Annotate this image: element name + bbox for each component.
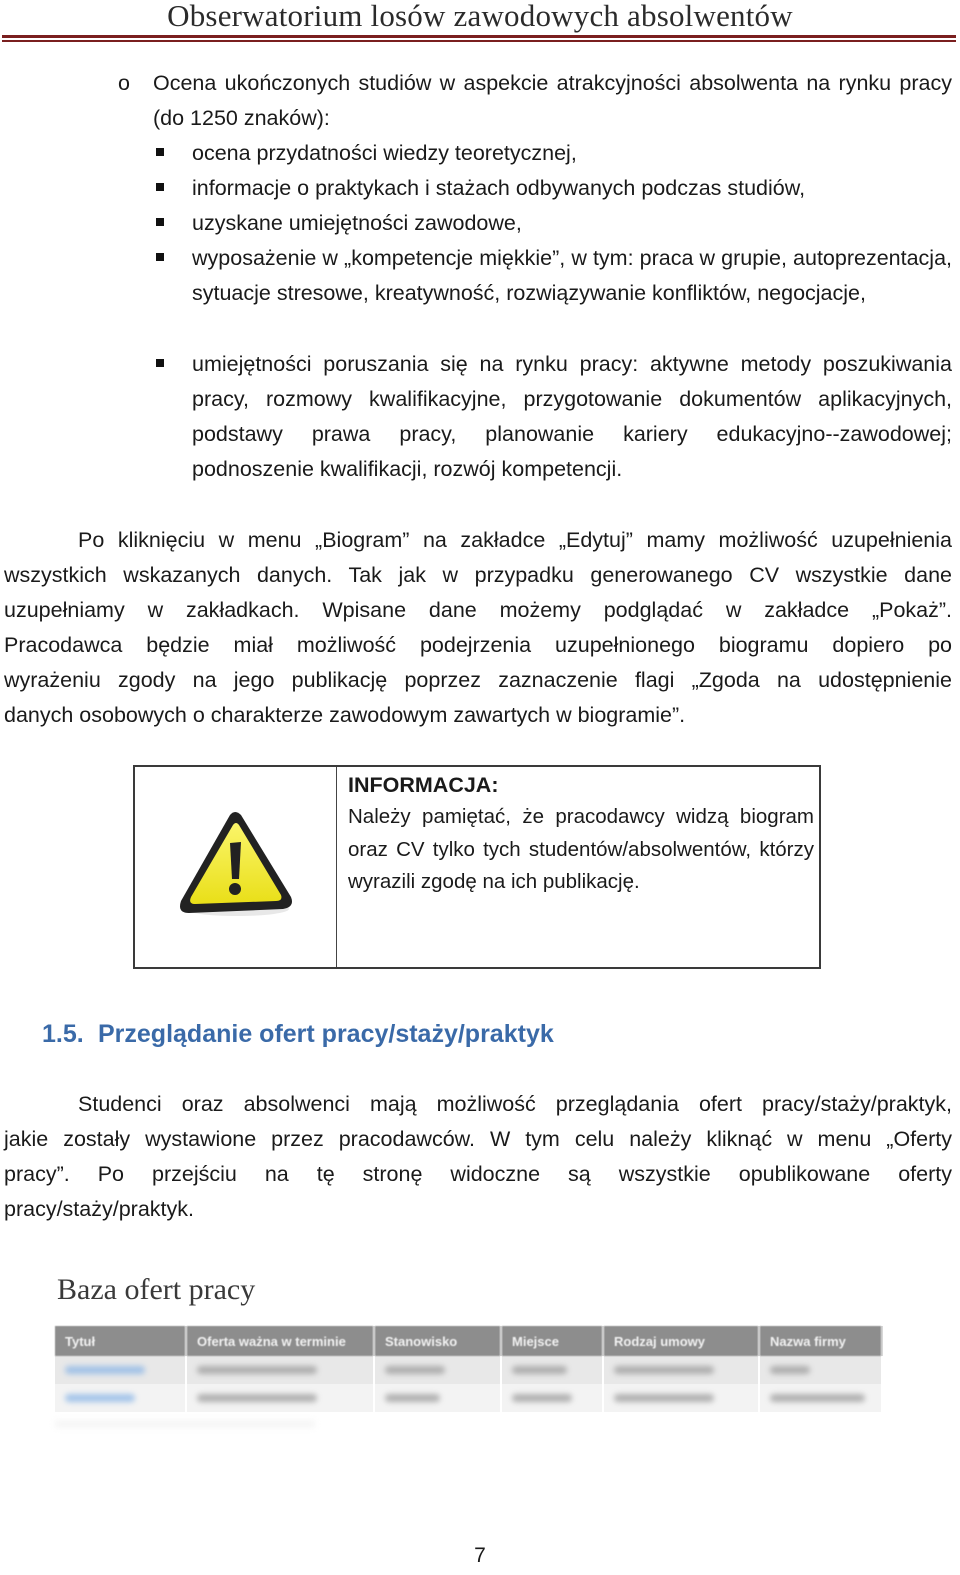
paragraph-line: pracy/staży/praktyk.	[4, 1197, 194, 1221]
blurred-cell	[770, 1366, 810, 1374]
blurred-cell	[614, 1366, 714, 1374]
blurred-cell	[385, 1366, 445, 1374]
screenshot-title: Baza ofert pracy	[57, 1273, 256, 1306]
table-row	[55, 1356, 882, 1384]
header-rule-thin	[2, 40, 956, 42]
blurred-cell	[385, 1394, 440, 1402]
paragraph-line: wyrażeniu zgody na jego publikację poprzez zaznaczenie flagi „Zgoda na udostępnienie	[4, 668, 952, 692]
blurred-cell	[770, 1394, 865, 1402]
bullet-icon	[156, 218, 164, 226]
paragraph-line: Studenci oraz absolwenci mają możliwość przeglądania ofert pracy/staży/praktyk,	[78, 1092, 952, 1116]
paragraph-line: wszystkich wskazanych danych. Tak jak w przypadku generowanego CV wszystkie dane	[4, 563, 952, 587]
column-header: Nazwa firmy	[759, 1326, 882, 1356]
bullet-icon	[156, 148, 164, 156]
column-header: Tytuł	[55, 1326, 186, 1356]
paragraph-line: pracy”. Po przejściu na tę stronę widoczne są wszystkie opublikowane oferty	[4, 1162, 952, 1186]
paragraph-offers	[4, 1087, 952, 1227]
sub-list-item-text: umiejętności poruszania się na rynku pracy: aktywne metody poszukiwania pracy, rozmowy kwalifikacyjne, przygotowanie dokumentów aplikacyjnych, podstawy prawa pracy, planowanie kariery edukacyjno--zawodowej; podnoszenie kwalifikacji, rozwój kompetencji.	[192, 352, 952, 481]
sub-list-item-text: uzyskane umiejętności zawodowe,	[192, 211, 522, 235]
bullet-icon	[156, 253, 164, 261]
info-box-heading: INFORMACJA:	[348, 773, 499, 797]
column-header: Miejsce	[501, 1326, 603, 1356]
offers-table	[55, 1326, 883, 1412]
table-header-row	[55, 1326, 882, 1356]
section-number: 1.5.	[42, 1020, 84, 1048]
list-item-text: Ocena ukończonych studiów w aspekcie atrakcyjności absolwenta na rynku pracy (do 1250 znaków):	[153, 71, 952, 130]
sub-list-item-text: wyposażenie w „kompetencje miękkie”, w tym: praca w grupie, autoprezentacja, sytuacje stresowe, kreatywność, rozwiązywanie konfliktów, negocjacje,	[192, 246, 952, 305]
blurred-cell	[614, 1394, 714, 1402]
page-header	[0, 0, 960, 44]
column-header: Stanowisko	[374, 1326, 501, 1356]
screenshot-fade	[55, 1420, 315, 1428]
page-number: 7	[474, 1544, 486, 1567]
paragraph-line: uzupełniamy w zakładkach. Wpisane dane możemy podglądać w zakładce „Pokaż”.	[4, 598, 952, 622]
info-box-content	[348, 769, 814, 899]
table-row	[55, 1384, 882, 1412]
list-marker: o	[118, 71, 130, 95]
blurred-cell	[197, 1366, 317, 1374]
warning-triangle-icon	[175, 809, 295, 919]
blurred-cell	[197, 1394, 317, 1402]
bullet-icon	[156, 359, 164, 367]
bullet-icon	[156, 183, 164, 191]
paragraph-line: jakie zostały wystawione przez pracodawców. W tym celu należy kliknąć w menu „Oferty	[4, 1127, 952, 1151]
column-header: Oferta ważna w terminie	[186, 1326, 374, 1356]
paragraph-biogram	[4, 523, 952, 733]
info-box	[133, 765, 821, 969]
paragraph-line: Pracodawca będzie miał możliwość podejrzenia uzupełnionego biogramu dopiero po	[4, 633, 952, 657]
blurred-link	[65, 1366, 145, 1374]
blurred-cell	[512, 1394, 572, 1402]
sub-list-item-text: informacje o praktykach i stażach odbywanych podczas studiów,	[192, 176, 806, 200]
info-box-divider	[336, 767, 337, 967]
sub-list-item-text: ocena przydatności wiedzy teoretycznej,	[192, 141, 577, 165]
paragraph-line: Po kliknięciu w menu „Biogram” na zakładce „Edytuj” mamy możliwość uzupełnienia	[78, 528, 952, 552]
header-title: Obserwatorium losów zawodowych absolwentów	[167, 0, 793, 33]
blurred-cell	[512, 1366, 567, 1374]
paragraph-line: danych osobowych o charakterze zawodowym zawartych w biogramie”.	[4, 703, 686, 727]
section-heading	[42, 1016, 554, 1052]
section-title: Przeglądanie ofert pracy/staży/praktyk	[98, 1020, 554, 1048]
offers-screenshot	[55, 1270, 885, 1435]
column-header: Rodzaj umowy	[603, 1326, 759, 1356]
info-box-text: Należy pamiętać, że pracodawcy widzą biogram oraz CV tylko tych studentów/absolwentów, którzy wyrazili zgodę na ich publikację.	[348, 805, 814, 893]
header-rule	[2, 35, 956, 38]
blurred-link	[65, 1394, 135, 1402]
